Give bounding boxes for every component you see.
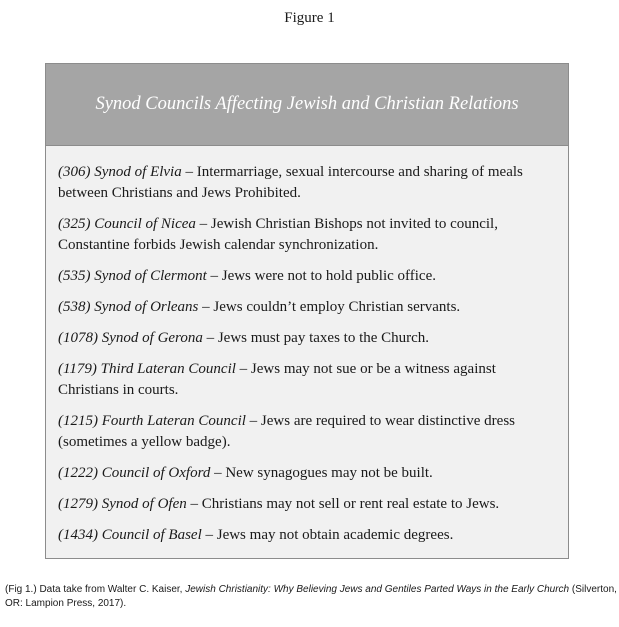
caption-book-title: Jewish Christianity: Why Believing Jews and Gentiles Parted Ways in the Early Church <box>185 584 570 595</box>
entry-name: (325) Council of Nicea <box>58 216 196 232</box>
entry-basel <box>58 525 556 546</box>
figure-title: Figure 1 <box>284 10 335 26</box>
caption-suffix: (Silverton, OR: Lampion Press, 2017). <box>5 584 617 609</box>
entry-text: – Jews are required to wear distinctive dress (sometimes a yellow badge). <box>58 413 515 450</box>
entry-name: (1179) Third Lateran Council <box>58 361 236 377</box>
entry-name: (1078) Synod of Gerona <box>58 330 203 346</box>
entry-clermont <box>58 266 556 287</box>
entry-nicea <box>58 214 556 256</box>
entry-elvia <box>58 162 556 204</box>
entry-text: – New synagogues may not be built. <box>210 465 433 481</box>
entry-name: (306) Synod of Elvia <box>58 164 182 180</box>
entry-gerona <box>58 328 556 349</box>
entry-name: (538) Synod of Orleans <box>58 299 199 315</box>
figure-caption <box>5 583 617 611</box>
entry-text: – Christians may not sell or rent real estate to Jews. <box>186 496 500 512</box>
entry-fourth-lateran <box>58 411 556 453</box>
entry-name: (1215) Fourth Lateran Council <box>58 413 246 429</box>
entry-name: (1279) Synod of Ofen <box>58 496 187 512</box>
entry-text: – Jews couldn’t employ Christian servants. <box>198 299 461 315</box>
councils-table <box>45 63 569 559</box>
entry-ofen <box>58 494 556 515</box>
entry-orleans <box>58 297 556 318</box>
entry-third-lateran <box>58 359 556 401</box>
entry-name: (535) Synod of Clermont <box>58 268 207 284</box>
caption-prefix: (Fig 1.) Data take from Walter C. Kaiser, <box>5 584 186 595</box>
table-header: Synod Councils Affecting Jewish and Christian Relations <box>46 64 568 146</box>
entry-text: – Jews were not to hold public office. <box>206 268 436 284</box>
entry-text: – Intermarriage, sexual intercourse and sharing of meals between Christians and Jews Prohibited. <box>58 164 523 201</box>
entry-text: – Jewish Christian Bishops not invited to council, Constantine forbids Jewish calendar synchronization. <box>58 216 498 253</box>
entry-text: – Jews must pay taxes to the Church. <box>202 330 430 346</box>
entry-name: (1222) Council of Oxford <box>58 465 211 481</box>
entry-name: (1434) Council of Basel <box>58 527 202 543</box>
entry-oxford <box>58 463 556 484</box>
entries-list <box>46 146 568 546</box>
entry-text: – Jews may not obtain academic degrees. <box>201 527 454 543</box>
entry-text: – Jews may not sue or be a witness against Christians in courts. <box>58 361 496 398</box>
